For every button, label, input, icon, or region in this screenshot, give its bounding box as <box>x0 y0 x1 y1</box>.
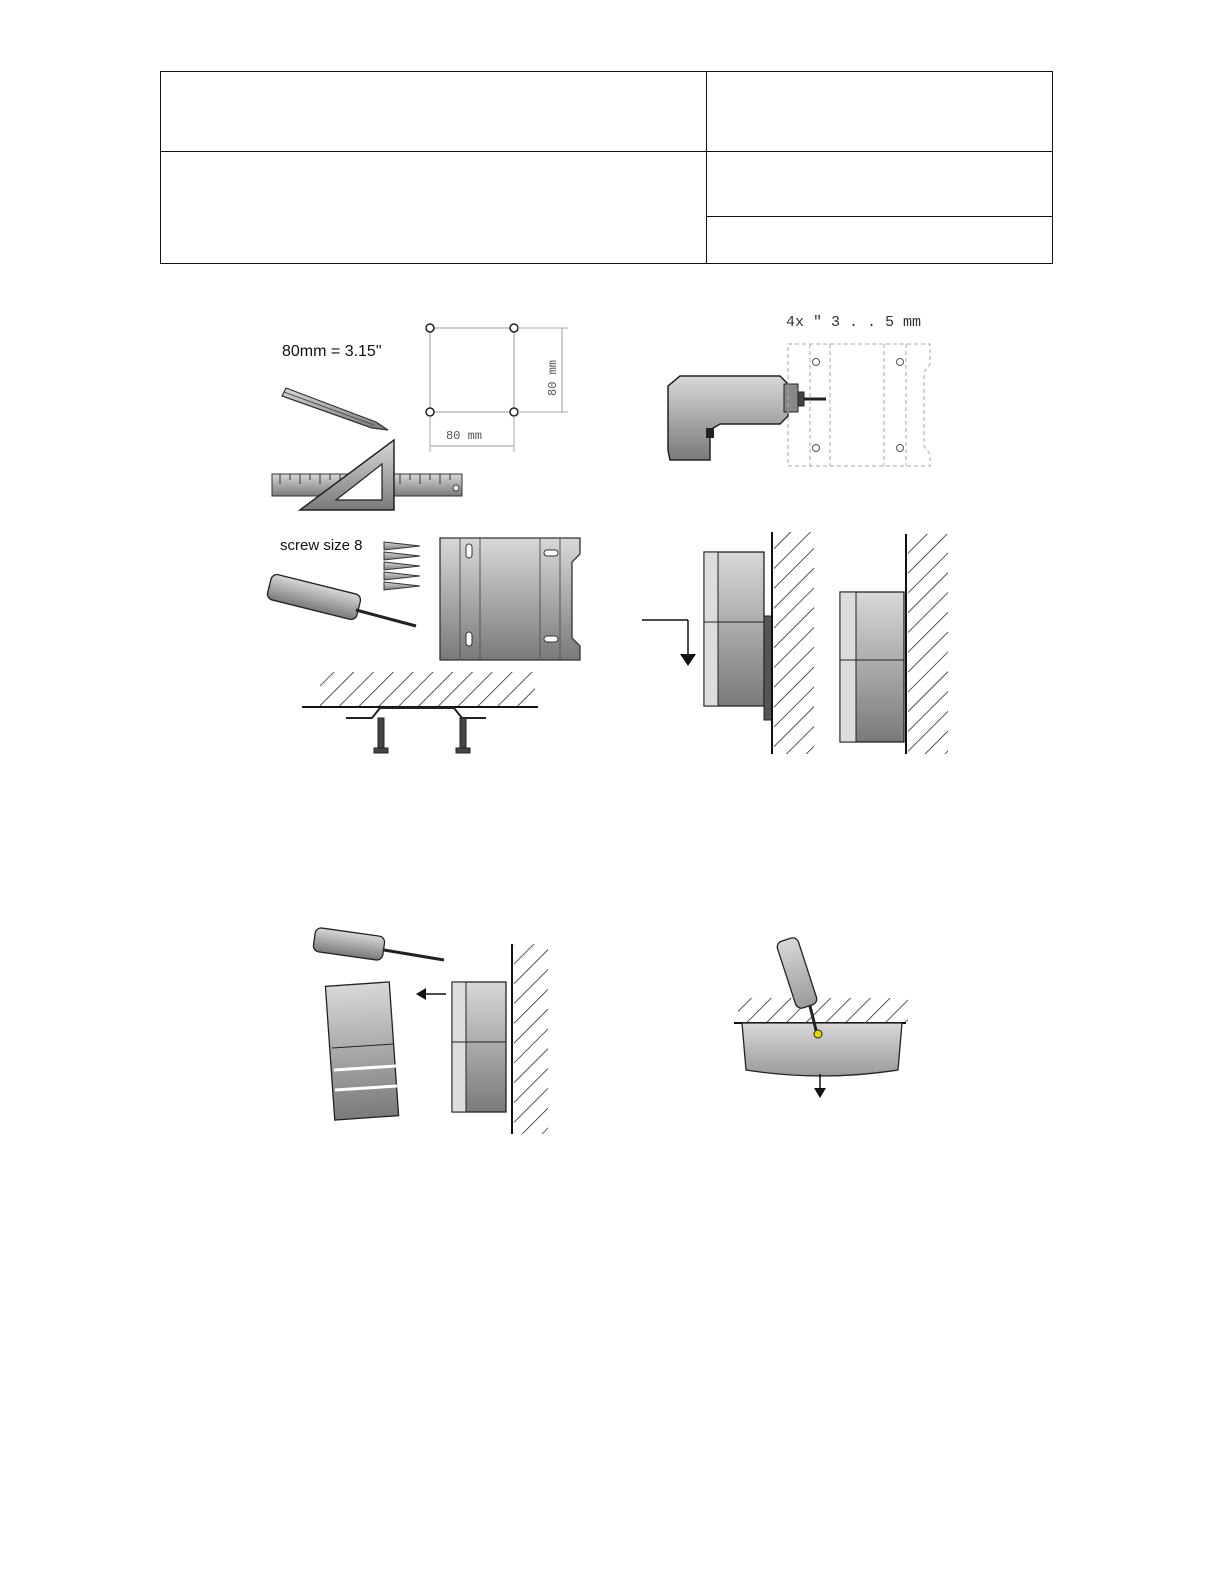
vertical-dimension: 80 mm <box>546 359 560 396</box>
removal-figure-left <box>300 920 550 1152</box>
device-mounted <box>840 592 904 742</box>
down-arrow-icon <box>814 1088 826 1098</box>
dimension-note: 80mm = 3.15" <box>282 343 382 360</box>
left-arrow-icon <box>416 988 426 1000</box>
screwdriver-icon <box>266 573 416 626</box>
table-divider-right-cell <box>706 216 1052 217</box>
screws-icon <box>384 542 420 590</box>
header-table <box>160 71 1053 264</box>
device-bottom <box>742 1023 902 1076</box>
down-arrow-icon <box>680 654 696 666</box>
removed-cover <box>325 982 398 1120</box>
table-divider-vertical <box>706 72 707 263</box>
table-divider-row <box>161 151 1052 152</box>
drill-note: 4x " 3 . . 5 mm <box>786 314 922 331</box>
screwdriver-icon <box>313 927 444 961</box>
bracket-outline <box>788 344 930 466</box>
device-on-wall <box>452 982 506 1112</box>
wall-section <box>302 672 538 753</box>
removal-figure-right <box>730 920 936 1152</box>
mounting-figure <box>250 300 985 776</box>
horizontal-dimension: 80 mm <box>446 429 483 443</box>
drill-icon <box>668 376 826 460</box>
screw-note: screw size 8 <box>280 537 363 554</box>
pencil-icon <box>282 388 388 430</box>
mounting-bracket <box>440 538 580 660</box>
device-hanging <box>704 552 772 720</box>
